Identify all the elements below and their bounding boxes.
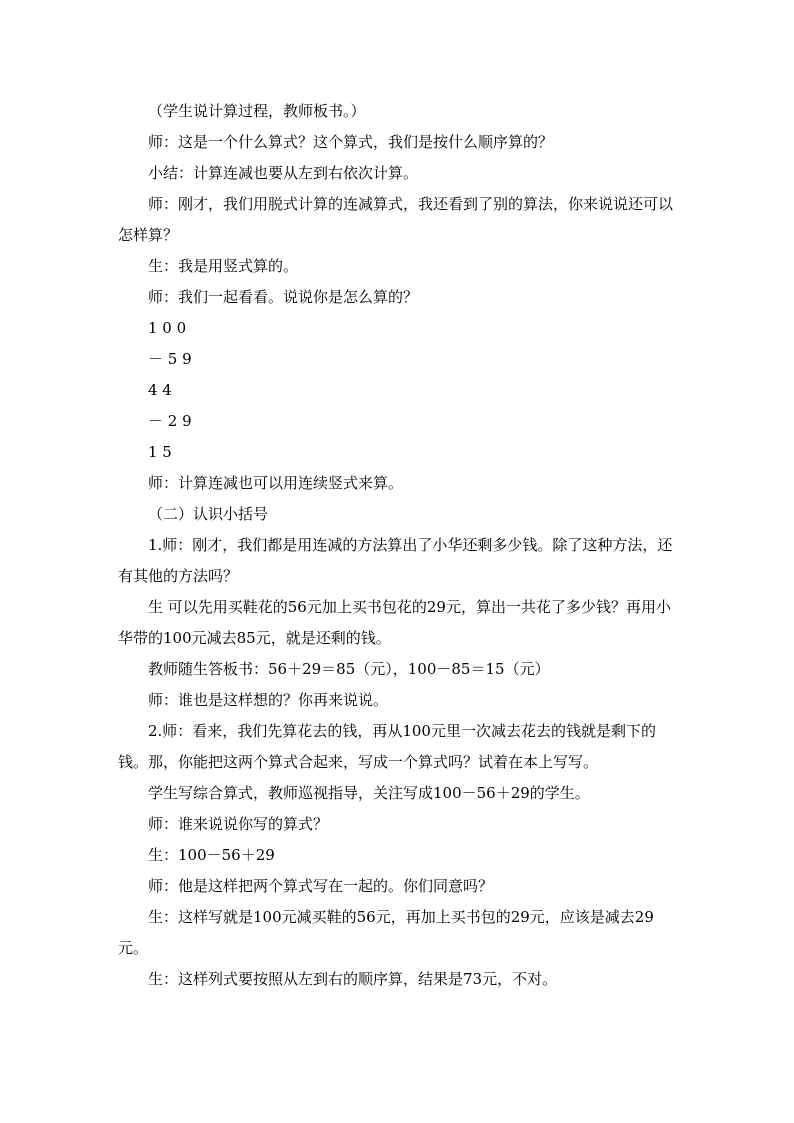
document-body <box>118 96 683 995</box>
paragraph-student-process: （学生说计算过程，教师板书。） <box>148 102 366 120</box>
paragraph-teacher-agree: 师：他是这样把两个算式写在一起的。你们同意吗？ <box>148 877 494 895</box>
vertical-calc-line-3: 4 4 <box>148 381 172 399</box>
paragraph-teacher-other-ways: 1.师：刚才，我们都是用连减的方法算出了小华还剩多少钱。除了这种方法，还有其他的方法吗？ <box>118 536 673 585</box>
paragraph-teacher-combine: 2.师：看来，我们先算花去的钱，再从100元里一次减去花去的钱就是剩下的钱。那，你能把这两个算式合起来，写成一个算式吗？试着在本上写写。 <box>118 722 656 771</box>
paragraph-student-vertical: 生：我是用竖式算的。 <box>148 257 299 275</box>
paragraph-summary: 小结：计算连减也要从左到右依次计算。 <box>148 164 419 182</box>
vertical-calc-line-4: － 2 9 <box>148 412 192 430</box>
vertical-calc-line-2: － 5 9 <box>148 350 192 368</box>
paragraph-teacher-look: 师：我们一起看看。说说你是怎么算的？ <box>148 288 419 306</box>
paragraph-student-add-first: 生 可以先用买鞋花的56元加上买书包花的29元，算出一共花了多少钱？再用小华带的100元减去85元，就是还剩的钱。 <box>118 598 671 647</box>
paragraph-students-write: 学生写综合算式，教师巡视指导，关注写成100－56＋29的学生。 <box>148 784 590 802</box>
section-heading-parentheses: （二）认识小括号 <box>148 505 269 523</box>
vertical-calc-line-1: 1 0 0 <box>148 319 187 337</box>
paragraph-teacher-question-order: 师：这是一个什么算式？这个算式，我们是按什么顺序算的？ <box>148 133 554 151</box>
paragraph-student-explain: 生：这样写就是100元减买鞋的56元，再加上买书包的29元，应该是减去29元。 <box>118 908 654 957</box>
paragraph-teacher-who-else: 师：谁也是这样想的？你再来说说。 <box>148 691 389 709</box>
paragraph-student-expression: 生：100－56＋29 <box>148 846 275 864</box>
paragraph-board-writing: 教师随生答板书：56＋29＝85（元），100－85＝15（元） <box>148 660 550 678</box>
paragraph-teacher-who-says: 师：谁来说说你写的算式？ <box>148 815 329 833</box>
paragraph-student-wrong-result: 生：这样列式要按照从左到右的顺序算，结果是73元，不对。 <box>148 970 558 988</box>
vertical-calc-line-5: 1 5 <box>148 443 172 461</box>
paragraph-teacher-other-method: 师：刚才，我们用脱式计算的连减算式，我还看到了别的算法，你来说说还可以怎样算？ <box>118 195 674 244</box>
paragraph-teacher-continuous-vertical: 师：计算连减也可以用连续竖式来算。 <box>148 474 404 492</box>
